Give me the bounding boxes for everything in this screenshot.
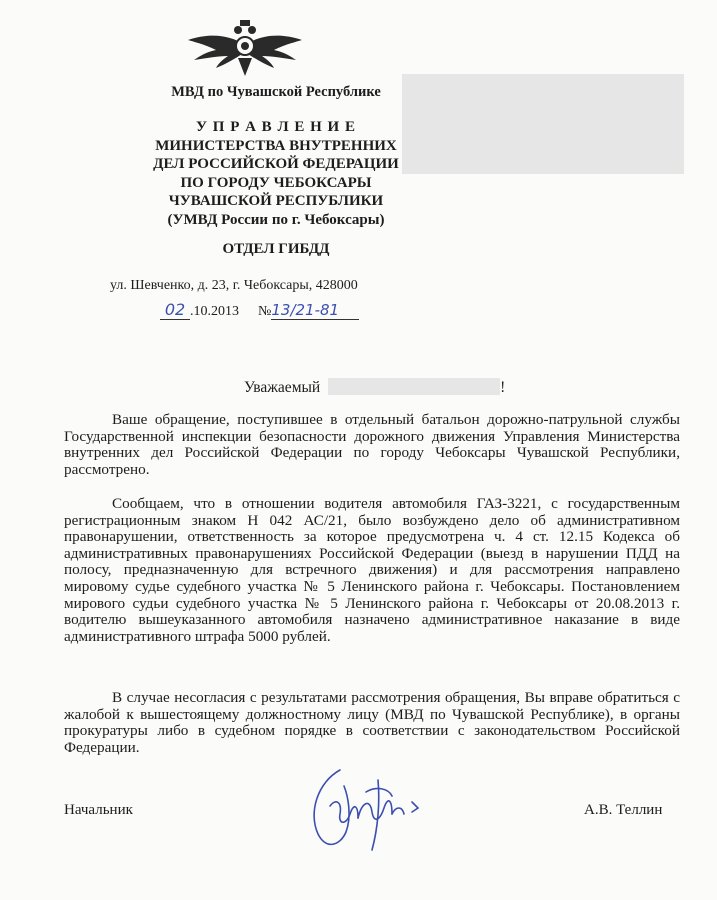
unit-name: ОТДЕЛ ГИБДД xyxy=(222,241,330,257)
department-line: ЧУВАШСКОЙ РЕСПУБЛИКИ xyxy=(168,193,384,210)
department-line: У П Р А В Л Е Н И Е xyxy=(196,119,356,135)
ministry-name: МВД по Чувашской Республике xyxy=(171,84,381,100)
greeting-line xyxy=(244,378,505,397)
greeting-exclamation: ! xyxy=(500,379,506,396)
greeting-word: Уважаемый xyxy=(244,379,321,396)
paragraph-text: Сообщаем, что в отношении водителя автомобиля ГАЗ-3221, с государственным регистрационным знаком Н 042 АС/21, было возбуждено дело об административном правонарушении, ответственность за которое предусмотрена ч. 4 ст. 12.15 Кодекса об административных правонарушениях Российской Федерации (выезд в нарушении ПДД на полосу, предназначенную для встречного движения) и для рассмотрения направлено мировому судье судебного участка № 5 Ленинского района г. Чебоксары. Постановлением мирового судьи судебного участка № 5 Ленинского района г. Чебоксары от 20.08.2013 г. водителю вышеуказанного автомобиля назначено административное наказание в виде административного штрафа 5000 рублей. xyxy=(64,495,680,645)
body-paragraph xyxy=(64,690,680,756)
date-number-line xyxy=(160,300,359,320)
department-line: ПО ГОРОДУ ЧЕБОКСАРЫ xyxy=(180,174,372,191)
department-abbr: (УМВД России по г. Чебоксары) xyxy=(167,211,385,228)
body-paragraph xyxy=(64,496,680,645)
redacted-name xyxy=(328,378,500,395)
date-day-handwritten: 02 xyxy=(160,300,190,320)
department-line: МИНИСТЕРСТВА ВНУТРЕННИХ xyxy=(155,137,397,154)
paragraph-text: В случае несогласия с результатами рассмотрения обращения, Вы вправе обратиться с жалобой к вышестоящему должностному лицу (МВД по Чувашской Республике), в органы прокуратуры либо в судебном порядке в соответствии с законодательством Российской Федерации. xyxy=(64,689,680,756)
letter-number-handwritten: 13/21-81 xyxy=(271,301,359,320)
signature-icon xyxy=(300,762,430,858)
paragraph-text: Ваше обращение, поступившее в отдельный батальон дорожно-патрульной службы Государственной инспекции безопасности дорожного движения Управления Министерства внутренних дел Российской Федерации по городу Чебоксары Чувашской Республики, рассмотрено. xyxy=(64,411,680,478)
redacted-addressee-block xyxy=(402,74,684,174)
signer-position: Начальник xyxy=(64,802,133,818)
number-sign: № xyxy=(258,304,272,319)
date-month-year: .10.2013 xyxy=(190,304,239,319)
signer-name: А.В. Теллин xyxy=(584,802,663,818)
department-line: ДЕЛ РОССИЙСКОЙ ФЕДЕРАЦИИ xyxy=(153,156,399,173)
eagle-emblem-icon xyxy=(186,14,304,80)
body-paragraph xyxy=(64,412,680,478)
address: ул. Шевченко, д. 23, г. Чебоксары, 428000 xyxy=(110,278,358,293)
